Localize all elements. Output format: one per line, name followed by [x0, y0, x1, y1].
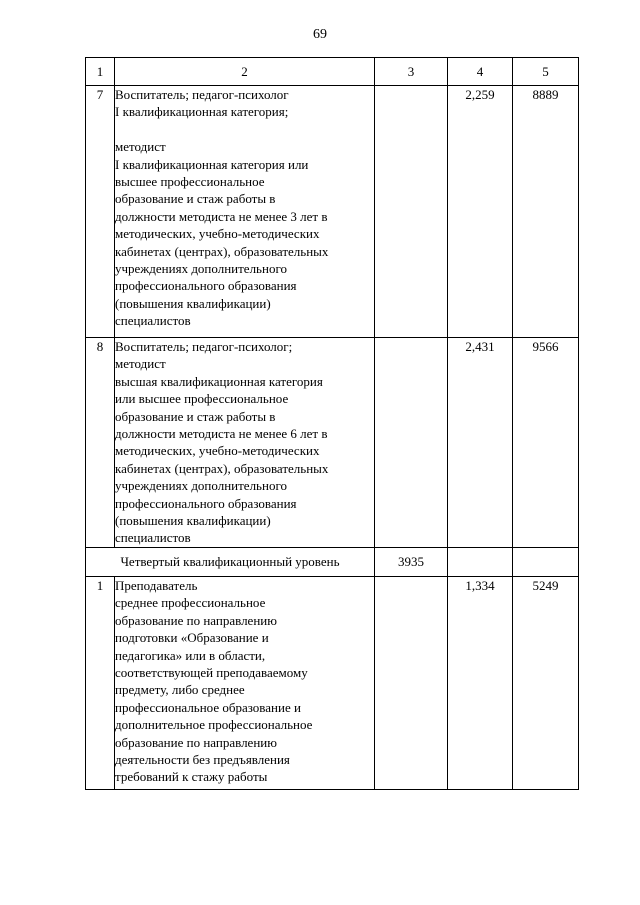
description-line: образование и стаж работы в: [115, 191, 276, 207]
description-gap: [115, 121, 374, 138]
header-cell-4: 4: [448, 58, 513, 86]
description-line: требований к стажу работы: [115, 769, 268, 785]
description-line: предмету, либо среднее: [115, 682, 245, 698]
salary-cell: 8889: [513, 86, 579, 338]
coefficient-cell: 2,431: [448, 338, 513, 548]
description-line: Воспитатель; педагог-психолог;: [115, 339, 293, 354]
description-line: подготовки «Образование и: [115, 630, 269, 646]
header-row: [86, 58, 579, 86]
description-line: соответствующей преподаваемому: [115, 664, 308, 680]
header-cell-2: 2: [115, 58, 375, 86]
row-number: 1: [86, 576, 115, 789]
row-number: 7: [86, 86, 115, 338]
column-3-cell: [375, 86, 448, 338]
description-line: специалистов: [115, 530, 191, 546]
description-line: методических, учебно-методических: [115, 443, 320, 459]
page-number: 69: [313, 27, 327, 42]
position-description: [115, 576, 375, 789]
description-line: профессионального образования: [115, 495, 297, 511]
description-line: высшее профессиональное: [115, 174, 265, 190]
table-row: [86, 576, 579, 789]
header-cell-1: 1: [86, 58, 115, 86]
position-description: [115, 338, 375, 548]
description-line: должности методиста не менее 3 лет в: [115, 208, 328, 224]
description-line: образование по направлению: [115, 612, 277, 628]
table-row: [86, 338, 579, 548]
description-line: специалистов: [115, 313, 191, 329]
description-line: профессионального образования: [115, 278, 297, 294]
qualification-level-row: [86, 547, 579, 576]
description-line: среднее профессиональное: [115, 595, 266, 611]
qualification-level-salary: 3935: [375, 547, 448, 576]
coefficient-cell: 2,259: [448, 86, 513, 338]
coefficient-cell: 1,334: [448, 576, 513, 789]
description-line: деятельности без предъявления: [115, 751, 290, 767]
salary-cell: 5249: [513, 576, 579, 789]
description-line: методист: [115, 356, 166, 372]
level-empty-cell-4: [448, 547, 513, 576]
level-empty-cell-5: [513, 547, 579, 576]
position-description: [115, 86, 375, 338]
description-line: учреждениях дополнительного: [115, 261, 287, 277]
header-cell-3: 3: [375, 58, 448, 86]
description-line: должности методиста не менее 6 лет в: [115, 426, 328, 442]
row-number: 8: [86, 338, 115, 548]
qualification-table: [85, 57, 579, 790]
description-line: учреждениях дополнительного: [115, 478, 287, 494]
table-row: [86, 86, 579, 338]
description-line: I квалификационная категория или: [115, 156, 309, 172]
description-line: высшая квалификационная категория: [115, 373, 323, 389]
description-line: методических, учебно-методических: [115, 226, 320, 242]
description-line: Преподаватель: [115, 577, 198, 593]
description-line: образование и стаж работы в: [115, 408, 276, 424]
description-line: I квалификационная категория;: [115, 104, 289, 120]
description-line: методист: [115, 139, 166, 155]
qualification-level-title: Четвертый квалификационный уровень: [86, 547, 375, 576]
description-line: педагогика» или в области,: [115, 647, 266, 663]
description-line: кабинетах (центрах), образовательных: [115, 243, 329, 259]
description-line: (повышения квалификации): [115, 295, 271, 311]
description-line: дополнительное профессиональное: [115, 717, 313, 733]
header-cell-5: 5: [513, 58, 579, 86]
column-3-cell: [375, 576, 448, 789]
column-3-cell: [375, 338, 448, 548]
description-line: или высшее профессиональное: [115, 391, 289, 407]
description-line: образование по направлению: [115, 734, 277, 750]
description-line: Воспитатель; педагог-психолог: [115, 87, 289, 102]
description-line: (повышения квалификации): [115, 513, 271, 529]
description-line: кабинетах (центрах), образовательных: [115, 460, 329, 476]
salary-cell: 9566: [513, 338, 579, 548]
description-line: профессиональное образование и: [115, 699, 301, 715]
